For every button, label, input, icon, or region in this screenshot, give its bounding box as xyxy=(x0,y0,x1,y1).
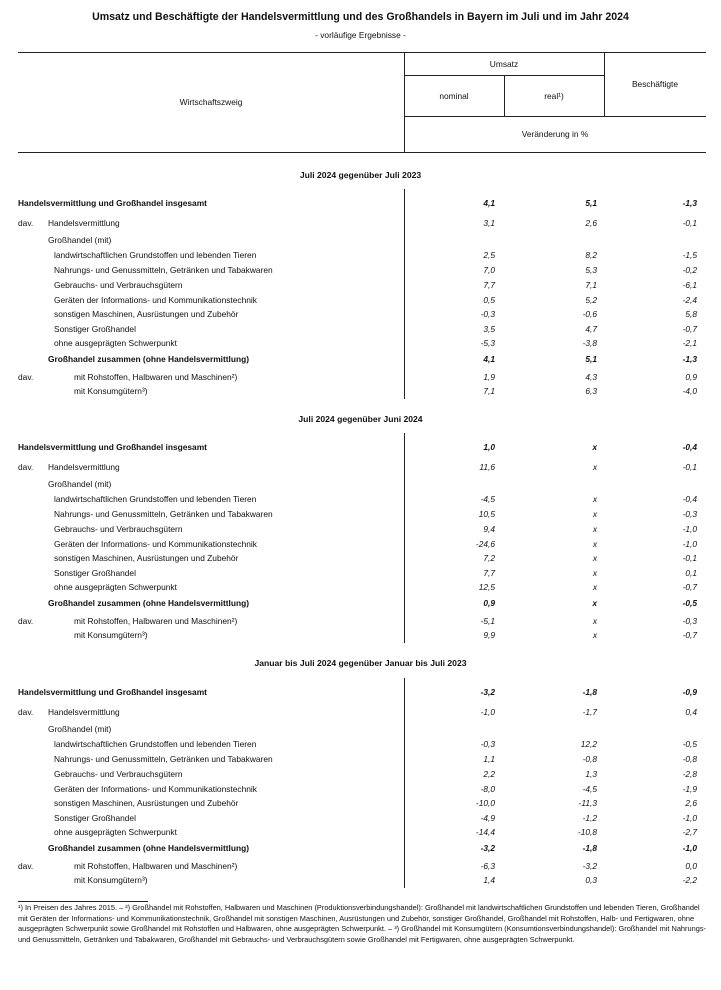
header-bottom-rule xyxy=(18,152,706,153)
cell-nominal: 3,1 xyxy=(483,218,495,228)
cell-nominal: 2,5 xyxy=(483,250,495,260)
cell-beschaeftigte: -0,7 xyxy=(682,582,697,592)
cell-beschaeftigte: -2,1 xyxy=(682,338,697,348)
cell-nominal: 1,9 xyxy=(483,372,495,382)
cell-real: x xyxy=(592,616,597,626)
row-label: Nahrungs- und Genussmitteln, Getränken und Tabakwaren xyxy=(54,753,398,765)
header-nominal: nominal xyxy=(439,91,469,101)
row-label: Geräten der Informations- und Kommunikationstechnik xyxy=(54,538,398,550)
cell-nominal: 1,1 xyxy=(483,754,495,764)
cell-nominal: 7,7 xyxy=(483,280,495,290)
cell-real: 2,6 xyxy=(585,218,597,228)
cell-nominal: -0,3 xyxy=(480,309,495,319)
cell-real: -1,8 xyxy=(582,843,597,853)
cell-real: x xyxy=(592,442,597,452)
cell-nominal: -5,3 xyxy=(480,338,495,348)
row-label: Handelsvermittlung xyxy=(48,461,398,473)
cell-nominal: 12,5 xyxy=(478,582,495,592)
cell-real: x xyxy=(592,524,597,534)
cell-beschaeftigte: -0,1 xyxy=(682,218,697,228)
cell-beschaeftigte: -1,0 xyxy=(682,843,697,853)
row-label: Nahrungs- und Genussmitteln, Getränken und Tabakwaren xyxy=(54,264,398,276)
cell-real: -1,7 xyxy=(582,707,597,717)
row-label: Handelsvermittlung xyxy=(48,217,398,229)
cell-beschaeftigte: -0,2 xyxy=(682,265,697,275)
cell-nominal: 7,1 xyxy=(483,386,495,396)
row-label: Sonstiger Großhandel xyxy=(54,567,398,579)
dav-label: dav. xyxy=(18,616,34,626)
cell-real: 1,3 xyxy=(585,769,597,779)
row-label: Gebrauchs- und Verbrauchsgütern xyxy=(54,768,398,780)
row-label: Großhandel (mit) xyxy=(48,479,112,489)
cell-beschaeftigte: -0,7 xyxy=(682,630,697,640)
cell-beschaeftigte: 0,0 xyxy=(685,861,697,871)
row-label: Handelsvermittlung und Großhandel insgesamt xyxy=(18,686,398,698)
header-wirtschaftszweig: Wirtschaftszweig xyxy=(179,97,243,107)
footnote-rule xyxy=(18,901,148,902)
row-label: ohne ausgeprägten Schwerpunkt xyxy=(54,581,398,593)
row-label: Sonstiger Großhandel xyxy=(54,812,398,824)
cell-nominal: 4,1 xyxy=(483,354,495,364)
column-divider xyxy=(404,189,405,399)
cell-nominal: 1,4 xyxy=(483,875,495,885)
cell-beschaeftigte: -0,5 xyxy=(682,598,697,608)
row-label: mit Konsumgütern³) xyxy=(74,385,398,397)
cell-beschaeftigte: 2,6 xyxy=(685,798,697,808)
cell-real: 7,1 xyxy=(585,280,597,290)
cell-real: x xyxy=(592,494,597,504)
row-label: mit Rohstoffen, Halbwaren und Maschinen²) xyxy=(74,860,398,872)
cell-beschaeftigte: -1,0 xyxy=(682,539,697,549)
row-label: Geräten der Informations- und Kommunikationstechnik xyxy=(54,783,398,795)
cell-nominal: -14,4 xyxy=(475,827,495,837)
cell-nominal: 7,7 xyxy=(483,568,495,578)
row-label: Großhandel (mit) xyxy=(48,724,112,734)
cell-real: -10,8 xyxy=(577,827,597,837)
cell-beschaeftigte: 0,1 xyxy=(685,568,697,578)
row-label: Handelsvermittlung xyxy=(48,706,398,718)
row-label: Großhandel zusammen (ohne Handelsvermittlung) xyxy=(48,353,398,365)
cell-beschaeftigte: -6,1 xyxy=(682,280,697,290)
cell-real: 4,3 xyxy=(585,372,597,382)
cell-nominal: 9,9 xyxy=(483,630,495,640)
cell-real: 4,7 xyxy=(585,324,597,334)
page-title: Umsatz und Beschäftigte der Handelsvermittlung und des Großhandels in Bayern im Juli und im Jahr 2024 xyxy=(92,11,629,23)
cell-real: x xyxy=(592,630,597,640)
cell-real: -3,2 xyxy=(582,861,597,871)
section-heading: Juli 2024 gegenüber Juni 2024 xyxy=(298,414,423,424)
cell-real: x xyxy=(592,539,597,549)
row-label: sonstigen Maschinen, Ausrüstungen und Zubehör xyxy=(54,552,398,564)
row-label: landwirtschaftlichen Grundstoffen und lebenden Tieren xyxy=(54,493,398,505)
cell-real: 6,3 xyxy=(585,386,597,396)
cell-real: 5,1 xyxy=(585,198,597,208)
dav-label: dav. xyxy=(18,861,34,871)
cell-nominal: 0,9 xyxy=(483,598,495,608)
row-label: Handelsvermittlung und Großhandel insgesamt xyxy=(18,197,398,209)
row-label: Handelsvermittlung und Großhandel insgesamt xyxy=(18,441,398,453)
cell-nominal: 0,5 xyxy=(483,295,495,305)
cell-nominal: -5,1 xyxy=(480,616,495,626)
row-label: Nahrungs- und Genussmitteln, Getränken und Tabakwaren xyxy=(54,508,398,520)
cell-real: 8,2 xyxy=(585,250,597,260)
dav-label: dav. xyxy=(18,462,34,472)
cell-beschaeftigte: -2,2 xyxy=(682,875,697,885)
cell-real: x xyxy=(592,553,597,563)
row-label: Sonstiger Großhandel xyxy=(54,323,398,335)
row-label: mit Konsumgütern³) xyxy=(74,629,398,641)
header-beschaeftigte: Beschäftigte xyxy=(631,79,679,89)
cell-nominal: 2,2 xyxy=(483,769,495,779)
cell-beschaeftigte: -0,3 xyxy=(682,616,697,626)
cell-beschaeftigte: -1,0 xyxy=(682,524,697,534)
cell-real: 5,2 xyxy=(585,295,597,305)
cell-nominal: -8,0 xyxy=(480,784,495,794)
section-heading: Juli 2024 gegenüber Juli 2023 xyxy=(299,170,422,180)
cell-beschaeftigte: -4,0 xyxy=(682,386,697,396)
cell-real: 5,1 xyxy=(585,354,597,364)
cell-real: -1,8 xyxy=(582,687,597,697)
cell-nominal: 11,6 xyxy=(479,462,495,472)
cell-real: -4,5 xyxy=(582,784,597,794)
row-label: Großhandel zusammen (ohne Handelsvermittlung) xyxy=(48,842,398,854)
cell-nominal: 7,0 xyxy=(483,265,495,275)
cell-real: -3,8 xyxy=(582,338,597,348)
column-divider xyxy=(404,678,405,888)
row-label: Gebrauchs- und Verbrauchsgütern xyxy=(54,279,398,291)
cell-real: x xyxy=(592,509,597,519)
cell-real: -11,3 xyxy=(578,798,597,808)
row-label: Geräten der Informations- und Kommunikationstechnik xyxy=(54,294,398,306)
footnote: ¹) In Preisen des Jahres 2015. – ²) Großhandel mit Rohstoffen, Halbwaren und Maschinen (Produktionsverbindungshandel): Großhandel mit landwirtschaftlichen Grundstoffen und lebenden Tieren, Großhandel mit Geräten der Informations- und Kommunikationstechnik, Großhandel mit sonstigen Maschinen, Ausrüstungen und Zubehör, sonstiger Großhandel, Großhandel mit Rohstoffen, Halb- und Fertigwaren, ohne ausgeprägten Schwerpunkt sowie Großhandel mit Rohstoffen und Halbwaren, ohne ausgeprägten Schwerpunkt. – ³) Großhandel mit Konsumgütern (Konsumtionsverbindungshandel): Großhandel mit Nahrungs- und Genussmitteln, Getränken und Tabakwaren, Großhandel mit Gebrauchs- und Verbrauchsgütern sowie Großhandel mit Fertigwaren, ohne ausgeprägten Schwerpunkt. xyxy=(18,903,706,944)
header-real: real¹) xyxy=(544,91,564,101)
cell-nominal: 9,4 xyxy=(483,524,495,534)
cell-nominal: -4,9 xyxy=(480,813,495,823)
cell-beschaeftigte: -2,8 xyxy=(682,769,697,779)
row-label: Großhandel (mit) xyxy=(48,235,112,245)
row-label: ohne ausgeprägten Schwerpunkt xyxy=(54,826,398,838)
row-label: sonstigen Maschinen, Ausrüstungen und Zubehör xyxy=(54,308,398,320)
cell-real: 0,3 xyxy=(585,875,597,885)
cell-nominal: -6,3 xyxy=(480,861,495,871)
cell-beschaeftigte: -1,0 xyxy=(682,813,697,823)
cell-nominal: 7,2 xyxy=(483,553,495,563)
cell-nominal: -3,2 xyxy=(480,687,495,697)
cell-beschaeftigte: -1,3 xyxy=(682,198,697,208)
dav-label: dav. xyxy=(18,218,34,228)
cell-beschaeftigte: -1,9 xyxy=(682,784,697,794)
row-label: sonstigen Maschinen, Ausrüstungen und Zubehör xyxy=(54,797,398,809)
column-divider xyxy=(404,433,405,643)
row-label: landwirtschaftlichen Grundstoffen und lebenden Tieren xyxy=(54,249,398,261)
header-top-rule xyxy=(18,52,706,53)
cell-nominal: 3,5 xyxy=(483,324,495,334)
cell-nominal: -24,6 xyxy=(475,539,495,549)
cell-beschaeftigte: -1,3 xyxy=(682,354,697,364)
cell-beschaeftigte: 5,8 xyxy=(685,309,697,319)
dav-label: dav. xyxy=(18,707,34,717)
row-label: Gebrauchs- und Verbrauchsgütern xyxy=(54,523,398,535)
cell-real: -1,2 xyxy=(582,813,597,823)
cell-nominal: -4,5 xyxy=(480,494,495,504)
cell-beschaeftigte: -1,5 xyxy=(682,250,697,260)
cell-real: x xyxy=(592,462,597,472)
cell-nominal: -10,0 xyxy=(475,798,495,808)
header-mid-rule xyxy=(404,116,706,117)
cell-beschaeftigte: 0,9 xyxy=(685,372,697,382)
cell-real: x xyxy=(592,598,597,608)
row-label: Großhandel zusammen (ohne Handelsvermittlung) xyxy=(48,597,398,609)
cell-beschaeftigte: -0,1 xyxy=(682,462,697,472)
row-label: landwirtschaftlichen Grundstoffen und lebenden Tieren xyxy=(54,738,398,750)
row-label: ohne ausgeprägten Schwerpunkt xyxy=(54,337,398,349)
cell-real: 12,2 xyxy=(580,739,597,749)
header-veraenderung: Veränderung in % xyxy=(521,129,589,139)
cell-beschaeftigte: -0,4 xyxy=(682,442,697,452)
cell-beschaeftigte: -2,4 xyxy=(682,295,697,305)
cell-nominal: -3,2 xyxy=(480,843,495,853)
cell-real: -0,8 xyxy=(582,754,597,764)
row-label: mit Rohstoffen, Halbwaren und Maschinen²) xyxy=(74,615,398,627)
cell-beschaeftigte: -0,8 xyxy=(682,754,697,764)
section-heading: Januar bis Juli 2024 gegenüber Januar bis Juli 2023 xyxy=(254,658,467,668)
cell-real: x xyxy=(592,568,597,578)
cell-beschaeftigte: 0,4 xyxy=(685,707,697,717)
cell-real: 5,3 xyxy=(585,265,597,275)
cell-beschaeftigte: -0,5 xyxy=(682,739,697,749)
cell-beschaeftigte: -0,7 xyxy=(682,324,697,334)
cell-nominal: 4,1 xyxy=(483,198,495,208)
cell-beschaeftigte: -0,9 xyxy=(682,687,697,697)
cell-real: x xyxy=(592,582,597,592)
cell-beschaeftigte: -0,1 xyxy=(682,553,697,563)
row-label: mit Konsumgütern³) xyxy=(74,874,398,886)
cell-nominal: -0,3 xyxy=(480,739,495,749)
cell-beschaeftigte: -2,7 xyxy=(682,827,697,837)
cell-nominal: -1,0 xyxy=(480,707,495,717)
header-umsatz: Umsatz xyxy=(489,59,519,69)
cell-real: -0,6 xyxy=(582,309,597,319)
cell-nominal: 10,5 xyxy=(478,509,495,519)
cell-beschaeftigte: -0,4 xyxy=(682,494,697,504)
page-subtitle: - vorläufige Ergebnisse - xyxy=(315,30,406,40)
row-label: mit Rohstoffen, Halbwaren und Maschinen²) xyxy=(74,371,398,383)
dav-label: dav. xyxy=(18,372,34,382)
cell-beschaeftigte: -0,3 xyxy=(682,509,697,519)
cell-nominal: 1,0 xyxy=(483,442,495,452)
